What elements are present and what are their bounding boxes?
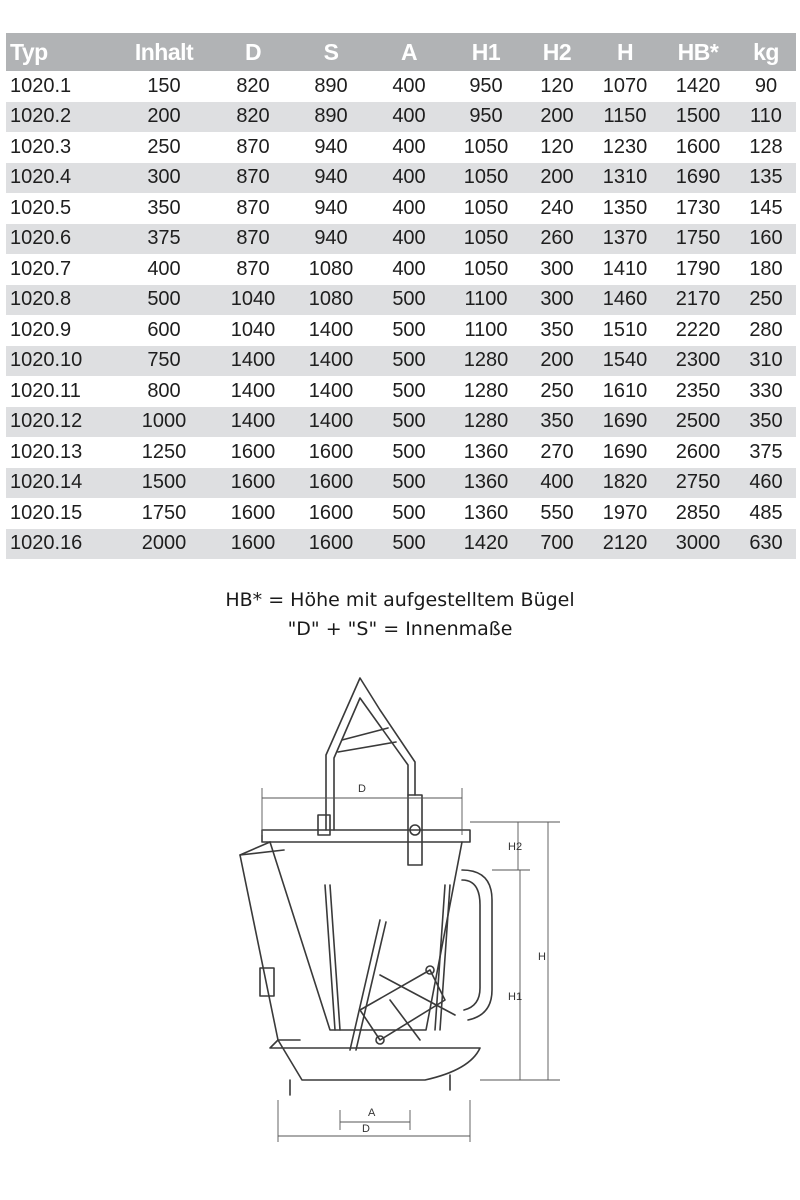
- table-cell: 200: [524, 102, 590, 133]
- table-cell: 1350: [590, 193, 660, 224]
- table-cell: 400: [370, 102, 448, 133]
- table-row: [6, 193, 796, 224]
- table-cell: 1600: [214, 437, 292, 468]
- table-cell: 2500: [660, 407, 736, 438]
- table-cell: 1420: [448, 529, 524, 560]
- table-cell: 400: [370, 224, 448, 255]
- table-cell: 500: [370, 315, 448, 346]
- column-header: H2: [524, 33, 590, 71]
- table-cell: 500: [114, 285, 214, 316]
- table-cell: 2170: [660, 285, 736, 316]
- table-cell: 1600: [292, 529, 370, 560]
- table-cell: 1600: [292, 498, 370, 529]
- table-cell: 870: [214, 224, 292, 255]
- table-cell: 280: [736, 315, 796, 346]
- table-cell: 90: [736, 71, 796, 102]
- table-cell: 1020.8: [6, 285, 114, 316]
- table-cell: 1400: [214, 346, 292, 377]
- table-row: [6, 407, 796, 438]
- table-cell: 330: [736, 376, 796, 407]
- table-cell: 400: [370, 163, 448, 194]
- table-cell: 1020.11: [6, 376, 114, 407]
- table-cell: 1400: [214, 407, 292, 438]
- table-cell: 1400: [292, 376, 370, 407]
- table-cell: 135: [736, 163, 796, 194]
- table-cell: 1370: [590, 224, 660, 255]
- table-cell: 375: [114, 224, 214, 255]
- table-cell: 1020.16: [6, 529, 114, 560]
- table-cell: 1360: [448, 498, 524, 529]
- table-row: [6, 468, 796, 499]
- table-cell: 500: [370, 407, 448, 438]
- table-cell: 2300: [660, 346, 736, 377]
- table-cell: 1070: [590, 71, 660, 102]
- table-cell: 1820: [590, 468, 660, 499]
- table-cell: 500: [370, 285, 448, 316]
- table-cell: 160: [736, 224, 796, 255]
- table-cell: 2750: [660, 468, 736, 499]
- table-cell: 110: [736, 102, 796, 133]
- table-cell: 700: [524, 529, 590, 560]
- table-cell: 400: [370, 71, 448, 102]
- table-cell: 1360: [448, 468, 524, 499]
- dimension-label-a: A: [368, 1107, 376, 1119]
- table-cell: 375: [736, 437, 796, 468]
- table-cell: 1600: [214, 529, 292, 560]
- column-header: S: [292, 33, 370, 71]
- table-cell: 500: [370, 529, 448, 560]
- table-cell: 350: [114, 193, 214, 224]
- table-cell: 350: [524, 407, 590, 438]
- table-cell: 1050: [448, 254, 524, 285]
- top-ring: [262, 830, 470, 842]
- table-cell: 940: [292, 193, 370, 224]
- table-cell: 870: [214, 132, 292, 163]
- table-cell: 400: [370, 132, 448, 163]
- table-cell: 1020.15: [6, 498, 114, 529]
- table-cell: 500: [370, 376, 448, 407]
- table-cell: 300: [114, 163, 214, 194]
- table-cell: 2220: [660, 315, 736, 346]
- table-cell: 400: [370, 193, 448, 224]
- spec-table: [6, 33, 796, 559]
- table-cell: 500: [370, 498, 448, 529]
- table-cell: 940: [292, 132, 370, 163]
- table-header-row: [6, 33, 796, 71]
- table-cell: 1400: [214, 376, 292, 407]
- column-header: H: [590, 33, 660, 71]
- table-cell: 3000: [660, 529, 736, 560]
- table-cell: 2120: [590, 529, 660, 560]
- table-cell: 250: [736, 285, 796, 316]
- table-cell: 350: [736, 407, 796, 438]
- table-cell: 350: [524, 315, 590, 346]
- column-header: H1: [448, 33, 524, 71]
- table-cell: 1360: [448, 437, 524, 468]
- table-cell: 550: [524, 498, 590, 529]
- table-cell: 120: [524, 132, 590, 163]
- table-cell: 128: [736, 132, 796, 163]
- table-cell: 1000: [114, 407, 214, 438]
- lifting-bail: [326, 678, 415, 830]
- table-cell: 1790: [660, 254, 736, 285]
- column-header: kg: [736, 33, 796, 71]
- table-cell: 1050: [448, 163, 524, 194]
- table-cell: 1020.10: [6, 346, 114, 377]
- table-cell: 890: [292, 102, 370, 133]
- table-row: [6, 163, 796, 194]
- table-row: [6, 132, 796, 163]
- table-row: [6, 437, 796, 468]
- table-cell: 1690: [590, 407, 660, 438]
- table-cell: 270: [524, 437, 590, 468]
- table-cell: 1510: [590, 315, 660, 346]
- table-cell: 800: [114, 376, 214, 407]
- table-cell: 1610: [590, 376, 660, 407]
- concrete-bucket-drawing: [230, 670, 570, 1150]
- table-cell: 1100: [448, 285, 524, 316]
- table-cell: 1500: [114, 468, 214, 499]
- table-row: [6, 254, 796, 285]
- table-cell: 1230: [590, 132, 660, 163]
- table-cell: 2600: [660, 437, 736, 468]
- table-cell: 1280: [448, 407, 524, 438]
- table-cell: 1050: [448, 193, 524, 224]
- table-cell: 485: [736, 498, 796, 529]
- table-cell: 1400: [292, 315, 370, 346]
- table-row: [6, 315, 796, 346]
- table-cell: 1040: [214, 285, 292, 316]
- column-header: HB*: [660, 33, 736, 71]
- side-handle: [462, 870, 492, 1020]
- table-cell: 1600: [214, 468, 292, 499]
- table-row: [6, 71, 796, 102]
- table-cell: 150: [114, 71, 214, 102]
- table-cell: 1600: [292, 468, 370, 499]
- table-cell: 1540: [590, 346, 660, 377]
- note-hb: HB* = Höhe mit aufgestelltem Bügel: [225, 589, 575, 611]
- table-cell: 630: [736, 529, 796, 560]
- table-cell: 1020.14: [6, 468, 114, 499]
- table-cell: 1050: [448, 224, 524, 255]
- table-cell: 1690: [660, 163, 736, 194]
- table-cell: 1690: [590, 437, 660, 468]
- table-cell: 1020.7: [6, 254, 114, 285]
- table-cell: 1970: [590, 498, 660, 529]
- table-row: [6, 346, 796, 377]
- table-cell: 180: [736, 254, 796, 285]
- dimension-label-h: H: [538, 951, 546, 963]
- side-flap: [240, 842, 300, 1040]
- table-cell: 1080: [292, 285, 370, 316]
- table-cell: 1250: [114, 437, 214, 468]
- table-cell: 310: [736, 346, 796, 377]
- table-cell: 1150: [590, 102, 660, 133]
- table-cell: 500: [370, 346, 448, 377]
- table-cell: 890: [292, 71, 370, 102]
- table-cell: 300: [524, 285, 590, 316]
- column-header: A: [370, 33, 448, 71]
- table-cell: 1020.5: [6, 193, 114, 224]
- table-cell: 1020.12: [6, 407, 114, 438]
- table-cell: 1100: [448, 315, 524, 346]
- table-row: [6, 102, 796, 133]
- table-cell: 500: [370, 468, 448, 499]
- table-cell: 820: [214, 102, 292, 133]
- column-header: Inhalt: [114, 33, 214, 71]
- table-cell: 750: [114, 346, 214, 377]
- table-cell: 1020.4: [6, 163, 114, 194]
- table-row: [6, 224, 796, 255]
- dimension-label-d-bottom: D: [362, 1123, 370, 1135]
- table-cell: 950: [448, 102, 524, 133]
- table-cell: 1410: [590, 254, 660, 285]
- column-header: Typ: [6, 33, 114, 71]
- table-cell: 120: [524, 71, 590, 102]
- table-cell: 1600: [214, 498, 292, 529]
- table-cell: 250: [114, 132, 214, 163]
- table-cell: 820: [214, 71, 292, 102]
- column-header: D: [214, 33, 292, 71]
- table-cell: 1280: [448, 346, 524, 377]
- table-cell: 240: [524, 193, 590, 224]
- table-cell: 940: [292, 163, 370, 194]
- table-cell: 1050: [448, 132, 524, 163]
- table-cell: 260: [524, 224, 590, 255]
- table-cell: 300: [524, 254, 590, 285]
- table-cell: 1020.13: [6, 437, 114, 468]
- table-cell: 1310: [590, 163, 660, 194]
- table-cell: 1750: [660, 224, 736, 255]
- table-cell: 870: [214, 163, 292, 194]
- table-cell: 1020.3: [6, 132, 114, 163]
- table-cell: 1730: [660, 193, 736, 224]
- table-cell: 1500: [660, 102, 736, 133]
- table-cell: 1400: [292, 407, 370, 438]
- table-cell: 200: [114, 102, 214, 133]
- table-cell: 870: [214, 193, 292, 224]
- table-cell: 400: [370, 254, 448, 285]
- table-cell: 2350: [660, 376, 736, 407]
- table-cell: 870: [214, 254, 292, 285]
- table-cell: 1020.9: [6, 315, 114, 346]
- dimension-label-h2: H2: [508, 841, 523, 853]
- table-body: [6, 71, 796, 559]
- table-cell: 145: [736, 193, 796, 224]
- table-cell: 400: [114, 254, 214, 285]
- dimension-label-h1: H1: [508, 991, 523, 1003]
- table-cell: 500: [370, 437, 448, 468]
- table-cell: 1420: [660, 71, 736, 102]
- table-cell: 1600: [660, 132, 736, 163]
- table-cell: 2000: [114, 529, 214, 560]
- table-row: [6, 498, 796, 529]
- table-cell: 2850: [660, 498, 736, 529]
- note-inner-dimensions: "D" + "S" = Innenmaße: [287, 618, 513, 640]
- table-row: [6, 376, 796, 407]
- table-cell: 460: [736, 468, 796, 499]
- table-cell: 1600: [292, 437, 370, 468]
- notes: [0, 586, 800, 644]
- table-cell: 1750: [114, 498, 214, 529]
- table-cell: 1080: [292, 254, 370, 285]
- table-cell: 1280: [448, 376, 524, 407]
- dimension-label-d-top: D: [358, 783, 366, 795]
- table-cell: 950: [448, 71, 524, 102]
- table-row: [6, 285, 796, 316]
- base-skid: [270, 1040, 480, 1080]
- table-cell: 940: [292, 224, 370, 255]
- table-row: [6, 529, 796, 560]
- table-cell: 1020.2: [6, 102, 114, 133]
- table-cell: 200: [524, 163, 590, 194]
- table-cell: 1460: [590, 285, 660, 316]
- table-cell: 1020.6: [6, 224, 114, 255]
- table-cell: 1400: [292, 346, 370, 377]
- table-cell: 400: [524, 468, 590, 499]
- table-cell: 250: [524, 376, 590, 407]
- table-cell: 200: [524, 346, 590, 377]
- table-cell: 1040: [214, 315, 292, 346]
- bucket-cone: [270, 842, 462, 1030]
- table-cell: 1020.1: [6, 71, 114, 102]
- table-cell: 600: [114, 315, 214, 346]
